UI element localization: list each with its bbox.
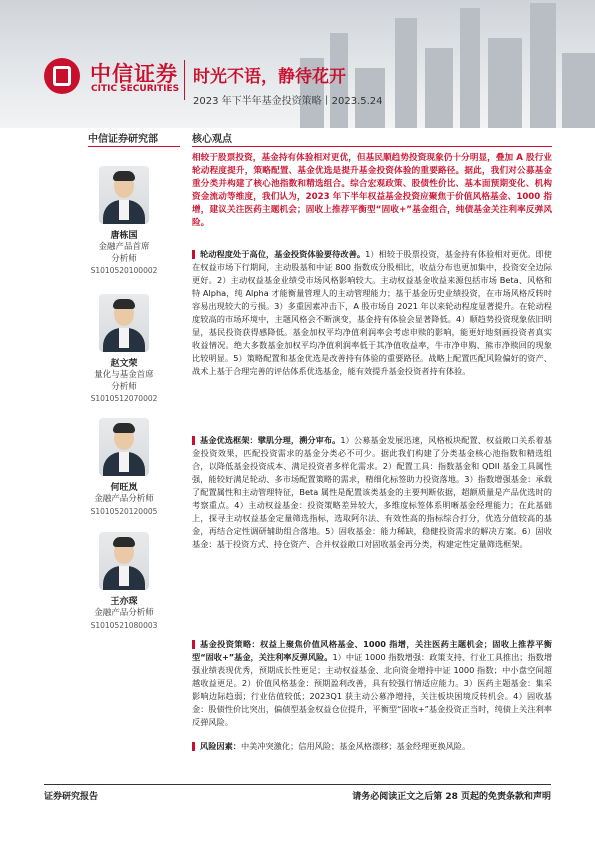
analyst-role: 分析师 <box>111 382 137 392</box>
avatar <box>99 532 149 590</box>
analyst-role: 金融产品首席 <box>98 242 150 252</box>
analyst-role: 金融产品分析师 <box>94 608 154 618</box>
summary-text: 相较于股票投资，基金持有体验相对更优，但基民顺趋势投资现象仍十分明显，叠加 A 股行业轮动程度提升，策略配置、基金优选是提升基金投资体验的重要路径。据此，我们对公募基金重分类并构建了核心池指数和精选组合。综合宏观政策、股债性价比、基本面预期变化、机构资金流动等维度，我们认为，2023 年下半年权益基金投资应聚焦于价值风格基金、1000 指增，建议关注医药主题机会；固收上推荐平衡型“固收+”基金组合，纯债基金关注利率反弹风险。 <box>192 153 552 228</box>
section-body: 1）相较于股票投资，基金持有体验相对更优。即使在权益市场下行期间，主动股基和中证 800 指数成分股相比，收益分布也更加集中，投资安全边际更好。2）主动权益基金业绩受市场风格影响较大。主动权益基金收益来源包括市场 Beta、风格和特 Alpha，纯 Alpha 才能衡量管理人的主动管理能力；基于基金历史业绩投资，在市场风格反转时容易出现较大的亏损。3）多重因素冲击下，A 股市场自 2021 年以来轮动程度显著提升。在轮动程度较高的市场环境中，主题风格会不断演变，基金持有体验会显著降低。4）顺趋势投资现象依旧明显，基民投资获得感降低。基金加权平均净值利润率会考虑申赎的影响，能更好地刻画投资者真实收益情况。绝大多数基金加权平均净值利润率低于其净值收益率，牛市净申购、熊市净赎回的现象比较明显。5）策略配置和基金优选是改善持有体验的重要路径。战略上配置匹配风险偏好的资产、战术上基于合理完善的评估体系优选基金，能有效提升基金投资者持有体验。 <box>192 249 552 376</box>
section-body: 中美冲突激化；信用风险；基金风格漂移；基金经理更换风险。 <box>240 741 471 751</box>
brand-name-en: CITIC SECURITIES <box>91 84 180 94</box>
section-fund-selection <box>192 434 552 551</box>
footer-label: 证券研究报告 <box>44 792 99 802</box>
report-title: 时光不语，静待花开 <box>193 67 346 87</box>
sidebar-heading: 中信证券研究部 <box>88 134 158 145</box>
analyst-code: S1010520100002 <box>90 266 158 275</box>
section-lead: 基金投资策略：权益上聚焦价值风格基金、1000 指增，关注医药主题机会；固收上推荐平衡型“固收+”基金，关注利率反弹风险。 <box>192 639 552 662</box>
section-lead: 基金优选框架：擘肌分理，溯分审布。 <box>200 435 341 445</box>
building-graphic <box>425 48 453 128</box>
analyst-name: 赵文荣 <box>110 359 138 369</box>
section-strategy <box>192 638 552 729</box>
analyst-role: 量化与基金首席 <box>94 370 154 380</box>
section-rotation <box>192 248 552 378</box>
section-lead: 轮动程度处于高位，基金投资体验要待改善。 <box>200 249 366 259</box>
main-rule <box>192 146 552 147</box>
brand-name: 中信证券 <box>90 62 178 86</box>
building-graphic <box>395 18 417 128</box>
footer-rule <box>44 784 551 785</box>
section-body: 1）公募基金发展迅速，风格板块配置、权益敞口关系着基金投资效果，匹配投资需求的基金分类必不可少。据此我们构建了分类基金核心池指数和精选组合，以降低基金投资成本、满足投资者多样化需求。2）配置工具：指数基金和 QDII 基金工具属性强，能较好满足轮动、多市场配置策略的需求，精细化标签助力投资落地。3）指数增强基金：承载了配置属性和主动管理特征，Beta 属性是配置该类基金的主要判断依据，超额质量是产品优选时的考察重点。4）主动权益基金：投资策略差异较大，多维度标签体系明晰基金经理能力；在此基础上，探寻主动权益基金定量筛选指标，选取阿尔法、有效性高的指标综合打分，优选分值较高的基金，再结合定性调研辅助组合落地。5）固收基金：能力稀缺，稳健投资需求的解决方案。6）固收基金：基于投资方式、持仓资产、合并权益敞口对固收基金再分类，构建定性定量筛选框架。 <box>192 435 552 549</box>
building-graphic <box>488 38 522 128</box>
report-subtitle: 2023 年下半年基金投资策略丨2023.5.24 <box>193 96 383 107</box>
avatar <box>99 294 149 352</box>
sidebar-rule <box>88 146 180 147</box>
building-graphic <box>460 8 480 128</box>
header-divider <box>184 60 185 100</box>
main-heading: 核心观点 <box>192 134 232 145</box>
avatar <box>99 166 149 224</box>
section-risk <box>192 740 552 753</box>
analyst-name: 何旺岚 <box>110 483 138 493</box>
section-body: 1）中证 1000 指数增强：政策支持、行业工具推出；指数增强业绩表现优秀，预期成长性更足；主动权益基金、北向资金增持中证 1000 指数；中小盘空间超越收益更足。2）价值风格基金：预期盈利改善，具有较强行情适应能力。3）医药主题基金：集采影响边际趋弱；行业估值较低；2023Q1 获主动公募净增持，关注板块困境反转机会。4）固收基金：股债性价比突出，偏债型基金权益仓位提升，平衡型“固收+”基金投资正当时，纯债上关注利率反弹风险。 <box>192 652 553 727</box>
analyst-code: S1010520120005 <box>90 507 158 516</box>
building-graphic <box>562 53 595 128</box>
analyst-role: 金融产品分析师 <box>94 494 154 504</box>
avatar <box>99 418 149 476</box>
analyst-name: 王亦琛 <box>110 597 138 607</box>
building-graphic <box>530 3 556 128</box>
disclaimer-note: 请务必阅读正文之后第 28 页起的免责条款和声明 <box>352 792 551 802</box>
section-lead: 风险因素： <box>200 741 241 751</box>
analyst-code: S1010512070002 <box>90 394 158 403</box>
citic-logo-icon <box>44 58 80 94</box>
analyst-role: 分析师 <box>111 254 137 264</box>
analyst-name: 唐栋国 <box>110 231 138 241</box>
analyst-code: S1010521080003 <box>90 621 158 630</box>
